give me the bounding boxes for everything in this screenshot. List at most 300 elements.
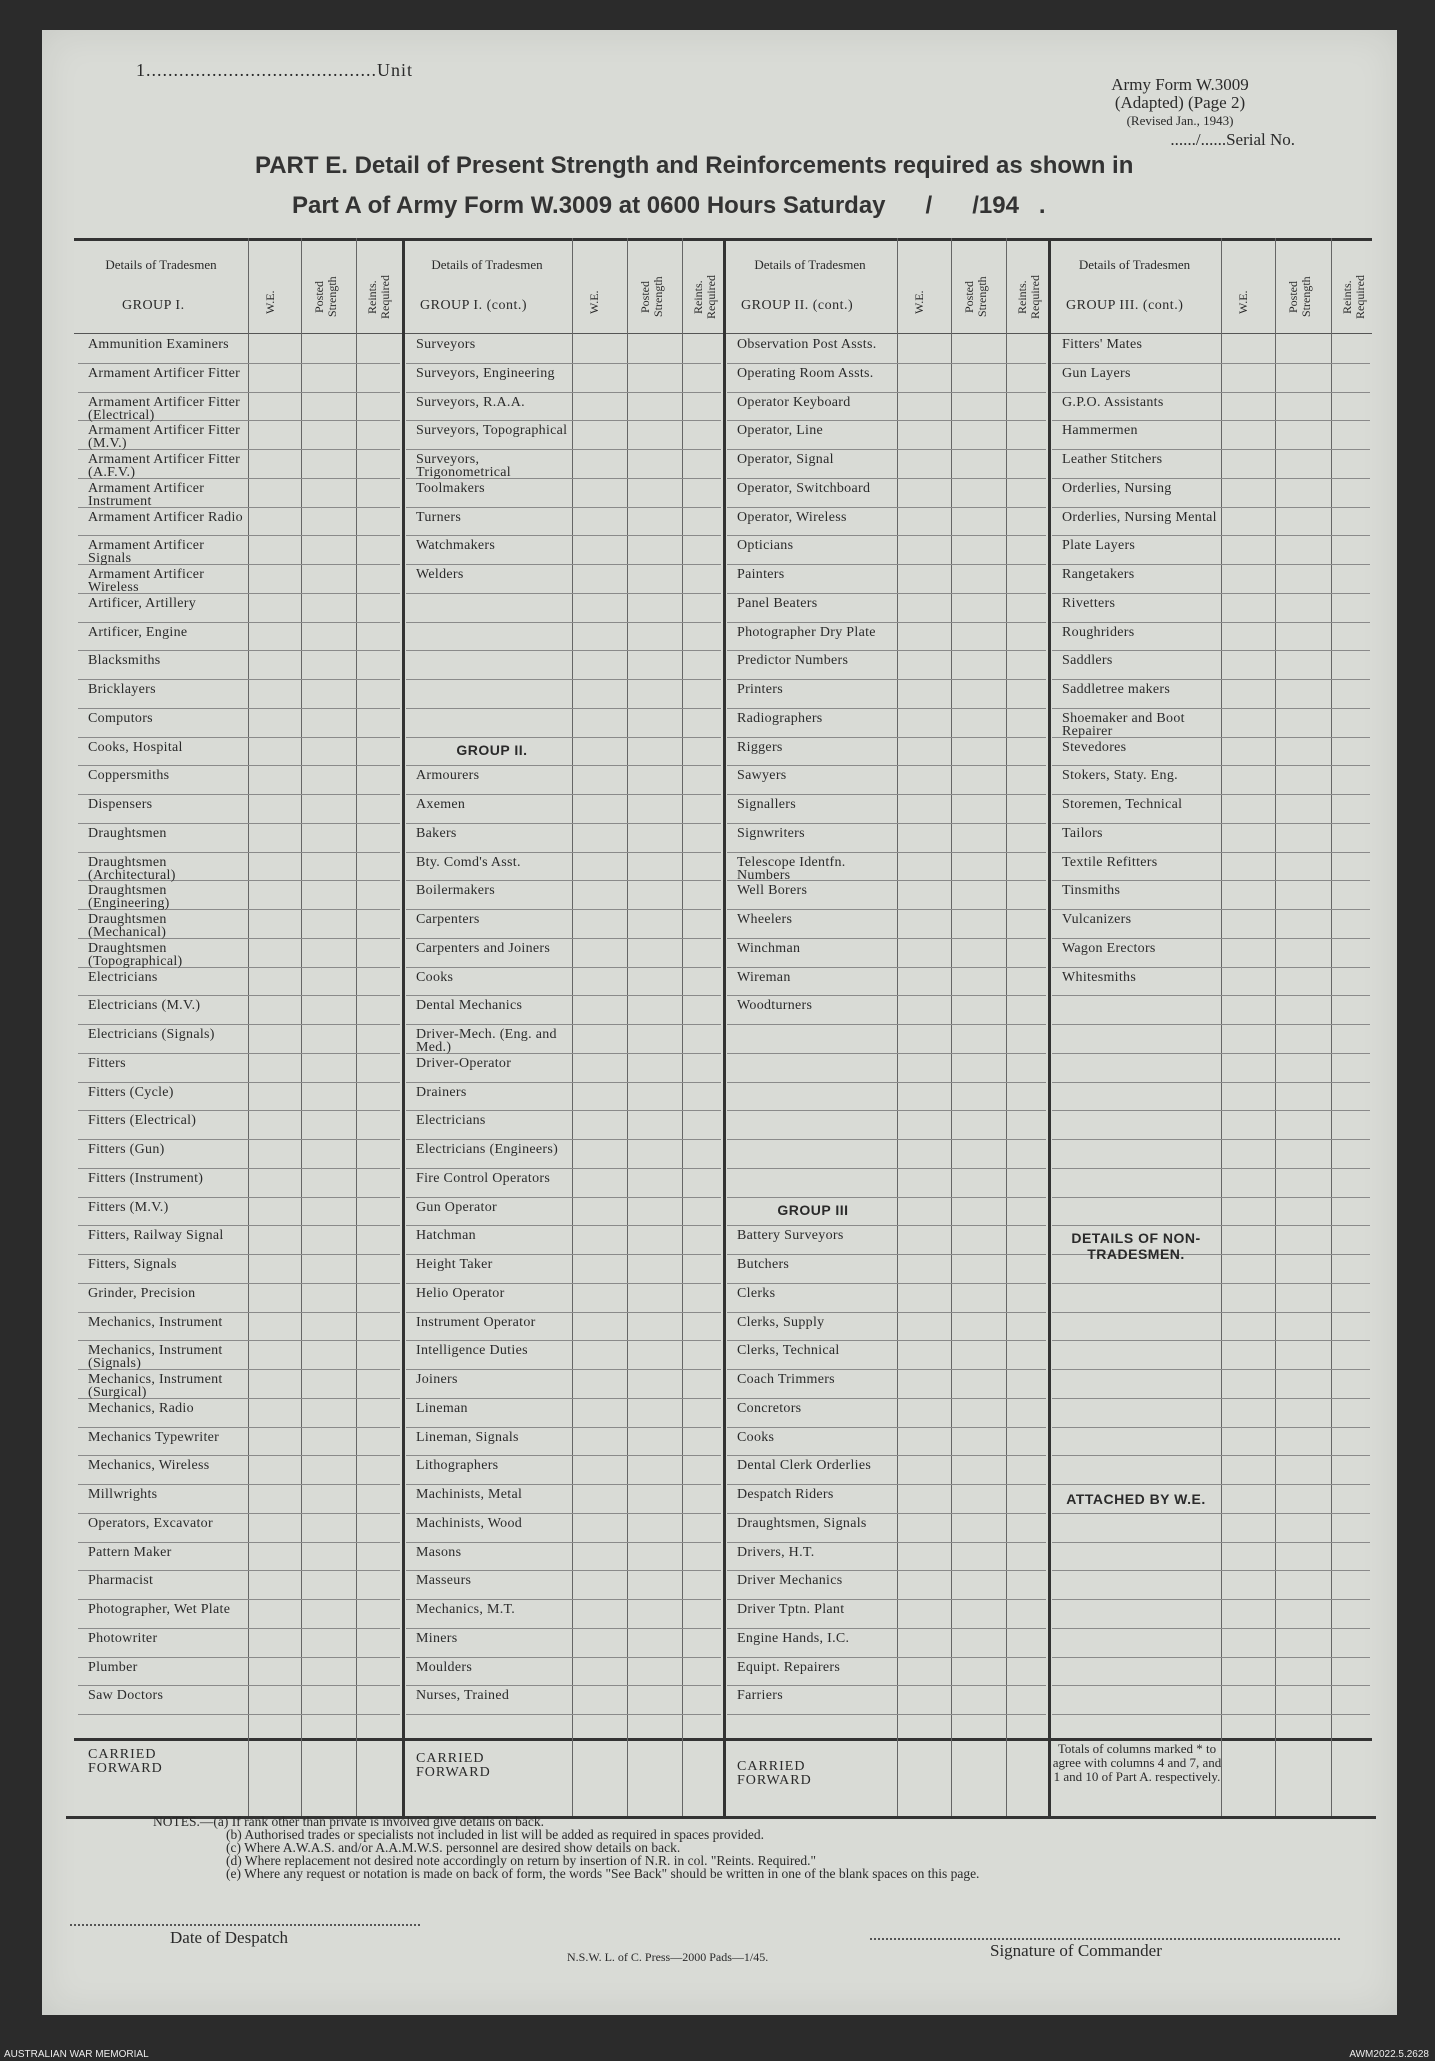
column-rule xyxy=(897,238,898,1816)
row-rule xyxy=(1052,938,1370,939)
column-rule xyxy=(627,238,628,1816)
trade-row-label: Saw Doctors xyxy=(88,1688,164,1704)
trade-row-label: Machinists, Metal xyxy=(416,1487,523,1502)
trade-row-label: Equipt. Repairers xyxy=(737,1659,841,1675)
trade-row-label: Millwrights xyxy=(88,1487,158,1502)
row-rule xyxy=(1052,420,1370,421)
we-header: W.E. xyxy=(263,290,277,314)
trade-row-label: Axemen xyxy=(416,797,466,812)
row-rule xyxy=(406,593,721,594)
row-rule xyxy=(1052,449,1370,450)
trade-row-label: Carpenters and Joiners xyxy=(416,940,551,956)
trade-row-label: Gun Layers xyxy=(1062,365,1131,381)
row-rule xyxy=(406,995,721,996)
row-rule xyxy=(406,1484,721,1485)
row-rule xyxy=(727,1484,1046,1485)
trade-row-label: Dental Clerk Orderlies xyxy=(737,1458,872,1474)
column-rule xyxy=(248,238,249,1816)
trade-row-label: Drainers xyxy=(416,1084,467,1100)
row-rule xyxy=(406,1283,721,1284)
trade-row-label: Operators, Excavator xyxy=(88,1515,213,1531)
trade-row-label: Helio Operator xyxy=(416,1285,505,1301)
row-rule xyxy=(1052,1340,1370,1341)
trade-row-label: Concretors xyxy=(737,1400,802,1416)
column-rule xyxy=(951,238,952,1816)
trade-row-label: Computors xyxy=(88,710,153,726)
row-rule xyxy=(78,363,400,364)
row-rule xyxy=(727,392,1046,393)
trade-row-label: Surveyors, R.A.A. xyxy=(416,394,525,410)
trade-row-label: Operator, Wireless xyxy=(737,509,847,525)
trade-row-label: Armament Artificer Fitter (A.F.V.) xyxy=(88,452,241,480)
row-rule xyxy=(1052,593,1370,594)
row-rule xyxy=(78,852,400,853)
row-rule xyxy=(727,1110,1046,1111)
row-rule xyxy=(78,794,400,795)
row-rule xyxy=(406,679,721,680)
row-rule xyxy=(78,995,400,996)
row-rule xyxy=(727,1714,1046,1715)
row-rule xyxy=(1052,363,1370,364)
row-rule xyxy=(406,1455,721,1456)
trade-row-label: Masseurs xyxy=(416,1573,472,1589)
row-rule xyxy=(727,593,1046,594)
archive-caption: AUSTRALIAN WAR MEMORIAL xyxy=(4,2049,149,2060)
row-rule xyxy=(406,420,721,421)
row-rule xyxy=(406,1082,721,1083)
trade-row-label: Masons xyxy=(416,1544,462,1560)
row-rule xyxy=(1052,1685,1370,1686)
trade-row-label: Miners xyxy=(416,1630,458,1646)
trade-row-label: Draughtsmen (Engineering) xyxy=(88,883,170,912)
row-rule xyxy=(1052,1542,1370,1543)
trade-row-label: Driver-Operator xyxy=(416,1055,512,1071)
group-iii-title: GROUP III xyxy=(777,1201,849,1218)
row-rule xyxy=(78,823,400,824)
column-rule xyxy=(1006,238,1007,1816)
row-rule xyxy=(78,1139,400,1140)
reints-header: Reints. Required xyxy=(365,275,392,319)
row-rule xyxy=(1052,880,1370,881)
row-rule xyxy=(1052,823,1370,824)
trade-row-label: Despatch Riders xyxy=(737,1487,834,1502)
posted-header: Posted Strength xyxy=(312,276,339,318)
trade-row-label: Signallers xyxy=(737,797,796,812)
trade-row-label: Driver-Mech. (Eng. and Med.) xyxy=(416,1027,557,1055)
trade-row-label: Fitters' Mates xyxy=(1062,337,1143,352)
form-revision: (Revised Jan., 1943) xyxy=(1126,113,1234,128)
trade-row-label: Armourers xyxy=(416,768,480,784)
trade-row-label: Operating Room Assts. xyxy=(737,365,874,381)
trade-row-label: Electricians (M.V.) xyxy=(88,998,201,1014)
row-rule xyxy=(406,1024,721,1025)
trade-row-label: Turners xyxy=(416,509,462,525)
trade-row-label: Whitesmiths xyxy=(1062,969,1137,985)
trade-row-label: Dispensers xyxy=(88,797,153,812)
row-rule xyxy=(406,1110,721,1111)
trade-row-label: Clerks, Supply xyxy=(737,1314,825,1330)
trade-row-label: Clerks, Technical xyxy=(737,1343,840,1359)
row-rule xyxy=(78,1197,400,1198)
trade-row-label: Carpenters xyxy=(416,912,480,927)
row-rule xyxy=(406,1340,721,1341)
row-rule xyxy=(406,392,721,393)
row-rule xyxy=(727,708,1046,709)
trade-row-label: Driver Tptn. Plant xyxy=(737,1602,845,1617)
row-rule xyxy=(406,1685,721,1686)
trade-row-label: Stokers, Staty. Eng. xyxy=(1062,768,1178,784)
row-rule xyxy=(727,622,1046,623)
row-rule xyxy=(78,1312,400,1313)
row-rule xyxy=(1052,1139,1370,1140)
row-rule xyxy=(406,363,721,364)
form-adapted: (Adapted) (Page 2) xyxy=(1114,93,1246,112)
trade-row-label: Fitters, Railway Signal xyxy=(88,1228,224,1244)
trade-row-label: Operator, Line xyxy=(737,423,824,439)
row-rule xyxy=(406,852,721,853)
row-rule xyxy=(727,967,1046,968)
totals-note: Totals of columns marked * to agree with columns 4 and 7, and 1 and 10 of Part A. respectively. xyxy=(1052,1741,1222,1784)
row-rule xyxy=(727,995,1046,996)
trade-row-label: Tailors xyxy=(1062,825,1103,841)
trade-row-label: Grinder, Precision xyxy=(88,1285,196,1301)
trade-row-label: Rangetakers xyxy=(1062,567,1135,582)
column-rule xyxy=(301,238,302,1816)
row-rule xyxy=(727,1369,1046,1370)
row-rule xyxy=(727,507,1046,508)
trade-row-label: Height Taker xyxy=(416,1257,493,1272)
details-header: Details of Tradesmen xyxy=(754,257,866,272)
notes xyxy=(153,1815,979,1880)
row-rule xyxy=(78,1685,400,1686)
row-rule xyxy=(406,1542,721,1543)
row-rule xyxy=(78,1570,400,1571)
row-rule xyxy=(406,1369,721,1370)
trade-row-label: Engine Hands, I.C. xyxy=(737,1630,850,1646)
note-e: (e) Where any request or notation is made on back of form, the words "See Back" should be written in one of the blank spaces on this page. xyxy=(226,1866,980,1881)
trade-row-label: Textile Refitters xyxy=(1062,854,1158,870)
we-header: W.E. xyxy=(1236,290,1250,314)
trade-row-label: Electricians (Engineers) xyxy=(416,1142,559,1157)
we-header: W.E. xyxy=(587,290,601,314)
carried-forward-label: CARRIED FORWARD xyxy=(416,1751,491,1780)
trade-row-label: Battery Surveyors xyxy=(737,1228,844,1244)
trade-row-label: Predictor Numbers xyxy=(737,653,849,669)
row-rule xyxy=(727,1254,1046,1255)
trade-row-label: Boilermakers xyxy=(416,883,496,899)
trade-row-label: Surveyors, Trigonometrical xyxy=(416,452,511,480)
row-rule xyxy=(727,1628,1046,1629)
despatch-label: Date of Despatch xyxy=(170,1928,289,1947)
row-rule xyxy=(1052,1168,1370,1169)
row-rule xyxy=(727,679,1046,680)
row-rule xyxy=(78,1168,400,1169)
row-rule xyxy=(1052,852,1370,853)
trade-row-label: Machinists, Wood xyxy=(416,1515,523,1531)
trade-row-label: Orderlies, Nursing Mental xyxy=(1062,509,1217,525)
signature-line[interactable] xyxy=(870,1938,1340,1940)
trade-row-label: Orderlies, Nursing xyxy=(1062,480,1172,496)
trade-row-label: Draughtsmen (Topographical) xyxy=(88,940,183,969)
row-rule xyxy=(78,1628,400,1629)
row-rule xyxy=(78,1427,400,1428)
row-rule xyxy=(1052,650,1370,651)
trade-row-label: Radiographers xyxy=(737,710,823,726)
trade-row-label: Leather Stitchers xyxy=(1062,452,1163,467)
title-line-2 xyxy=(292,192,1046,220)
group-header: GROUP I. (cont.) xyxy=(420,298,528,313)
row-rule xyxy=(78,1024,400,1025)
row-rule xyxy=(406,909,721,910)
row-rule xyxy=(1052,1225,1370,1226)
trade-row-label: Rivetters xyxy=(1062,595,1116,611)
press-imprint: N.S.W. L. of C. Press—2000 Pads—1/45. xyxy=(567,1950,769,1964)
trade-row-label: Instrument Operator xyxy=(416,1314,536,1330)
row-rule xyxy=(406,1139,721,1140)
row-rule xyxy=(1052,909,1370,910)
trade-row-label: Lineman xyxy=(416,1400,468,1416)
row-rule xyxy=(727,1599,1046,1600)
row-rule xyxy=(1052,765,1370,766)
trade-row-label: Armament Artificer Fitter (M.V.) xyxy=(88,423,241,452)
archive-reference: AWM2022.5.2628 xyxy=(1349,2049,1429,2060)
row-rule xyxy=(727,535,1046,536)
row-rule xyxy=(1052,679,1370,680)
note-a: (a) If rank other than private is involved give details on back. xyxy=(213,1814,545,1829)
row-rule xyxy=(406,938,721,939)
reints-header: Reints. Required xyxy=(1340,275,1367,319)
trade-row-label: Intelligence Duties xyxy=(416,1343,528,1359)
despatch-date-line[interactable] xyxy=(70,1924,420,1926)
trade-row-label: Cooks, Hospital xyxy=(88,739,183,755)
row-rule xyxy=(1052,622,1370,623)
row-rule xyxy=(406,737,721,738)
note-b: (b) Authorised trades or specialists not included in list will be added as required in spaces provided. xyxy=(226,1827,764,1842)
trade-row-label: Electricians xyxy=(88,969,158,985)
row-rule xyxy=(727,1427,1046,1428)
row-rule xyxy=(727,1082,1046,1083)
row-rule xyxy=(1052,1110,1370,1111)
signature-label: Signature of Commander xyxy=(990,1941,1162,1960)
row-rule xyxy=(727,737,1046,738)
row-rule xyxy=(727,1398,1046,1399)
row-rule xyxy=(78,1513,400,1514)
trade-row-label: Surveyors, Engineering xyxy=(416,365,555,381)
trade-row-label: Draughtsmen (Architectural) xyxy=(88,854,176,883)
row-rule xyxy=(727,909,1046,910)
row-rule xyxy=(1052,478,1370,479)
row-rule xyxy=(406,1312,721,1313)
trade-row-label: Lineman, Signals xyxy=(416,1429,519,1445)
row-rule xyxy=(727,449,1046,450)
trade-row-label: Fitters (M.V.) xyxy=(88,1199,169,1215)
row-rule xyxy=(1052,1283,1370,1284)
row-rule xyxy=(78,737,400,738)
row-rule xyxy=(727,564,1046,565)
row-rule xyxy=(1052,708,1370,709)
trade-row-label: Riggers xyxy=(737,739,783,755)
row-rule xyxy=(406,708,721,709)
trade-row-label: Cooks xyxy=(416,969,454,985)
row-rule xyxy=(1052,1484,1370,1485)
block-divider xyxy=(723,238,726,1816)
trade-row-label: Saddlers xyxy=(1062,653,1113,669)
title-text: Part A of Army Form W.3009 at 0600 Hours Saturday xyxy=(292,192,886,219)
trade-row-label: Clerks xyxy=(737,1285,776,1301)
trade-row-label: Storemen, Technical xyxy=(1062,797,1183,812)
trade-row-label: Coppersmiths xyxy=(88,768,170,784)
row-rule xyxy=(1052,535,1370,536)
trade-row-label: Panel Beaters xyxy=(737,595,818,611)
note-c: (c) Where A.W.A.S. and/or A.A.M.W.S. personnel are desired show details on back. xyxy=(226,1840,681,1855)
row-rule xyxy=(78,679,400,680)
unit-label: Unit xyxy=(377,60,414,80)
attached-title: ATTACHED BY W.E. xyxy=(1066,1491,1206,1507)
trade-row-label: Mechanics, Instrument xyxy=(88,1314,223,1330)
row-rule xyxy=(406,1225,721,1226)
trade-row-label: Electricians xyxy=(416,1113,486,1129)
row-rule xyxy=(1052,1513,1370,1514)
row-rule xyxy=(1052,392,1370,393)
row-rule xyxy=(1052,794,1370,795)
row-rule xyxy=(406,880,721,881)
trade-row-label: Fitters (Gun) xyxy=(88,1142,165,1157)
column-rule xyxy=(1331,238,1332,1816)
row-rule xyxy=(406,823,721,824)
trade-row-label: Photographer, Wet Plate xyxy=(88,1602,231,1617)
row-rule xyxy=(78,1484,400,1485)
trade-row-label: Opticians xyxy=(737,538,794,554)
row-rule xyxy=(406,622,721,623)
trade-row-label: Well Borers xyxy=(737,883,808,899)
trade-row-label: Signwriters xyxy=(737,825,805,841)
row-rule xyxy=(406,1714,721,1715)
trade-row-label: Vulcanizers xyxy=(1062,912,1132,927)
trade-row-label: Joiners xyxy=(416,1372,458,1387)
row-rule xyxy=(78,765,400,766)
row-rule xyxy=(727,1657,1046,1658)
trade-row-label: Observation Post Assts. xyxy=(737,337,877,352)
row-rule xyxy=(727,1685,1046,1686)
trade-row-label: Armament Artificer Radio xyxy=(88,509,243,525)
row-rule xyxy=(78,1542,400,1543)
trade-row-label: Moulders xyxy=(416,1659,473,1675)
row-rule xyxy=(1052,1082,1370,1083)
posted-header: Posted Strength xyxy=(962,276,989,318)
row-rule xyxy=(727,420,1046,421)
row-rule xyxy=(78,650,400,651)
notes-label: NOTES.— xyxy=(153,1814,214,1829)
row-rule xyxy=(78,1340,400,1341)
row-rule xyxy=(727,794,1046,795)
row-rule xyxy=(1052,564,1370,565)
row-rule xyxy=(1052,1024,1370,1025)
column-rule xyxy=(572,238,573,1816)
title-end: . xyxy=(1038,192,1046,219)
trade-row-label: Draughtsmen (Mechanical) xyxy=(88,912,167,940)
row-rule xyxy=(406,1254,721,1255)
row-rule xyxy=(727,478,1046,479)
trade-row-label: Armament Artificer Fitter xyxy=(88,365,241,381)
row-rule xyxy=(727,1139,1046,1140)
row-rule xyxy=(727,852,1046,853)
trade-row-label: Mechanics, Instrument (Surgical) xyxy=(88,1372,223,1400)
row-rule xyxy=(78,1110,400,1111)
row-rule xyxy=(406,1657,721,1658)
trade-row-label: Welders xyxy=(416,567,464,582)
trade-row-label: Tinsmiths xyxy=(1062,883,1121,899)
trade-row-label: Gun Operator xyxy=(416,1199,497,1215)
trade-row-label: Armament Artificer Instrument xyxy=(88,480,205,509)
row-rule xyxy=(727,1024,1046,1025)
row-rule xyxy=(78,1053,400,1054)
trade-row-label: Photographer Dry Plate xyxy=(737,624,876,640)
trade-row-label: Winchman xyxy=(737,940,801,956)
trade-row-label: Wireman xyxy=(737,969,791,985)
row-rule xyxy=(78,1599,400,1600)
note-d: (d) Where replacement not desired note accordingly on return by insertion of N.R. in col. "Reints. Required." xyxy=(226,1853,816,1868)
row-rule xyxy=(727,650,1046,651)
trade-row-label: Woodturners xyxy=(737,998,813,1014)
non-tradesmen-title: DETAILS OF NON-TRADESMEN. xyxy=(1071,1230,1201,1263)
unit-line: 1..........................................Unit xyxy=(136,60,414,80)
row-rule xyxy=(1052,1053,1370,1054)
trade-row-label: Bakers xyxy=(416,825,457,841)
row-rule xyxy=(406,535,721,536)
trade-row-label: Fire Control Operators xyxy=(416,1170,551,1186)
row-rule xyxy=(727,823,1046,824)
row-rule xyxy=(1052,1628,1370,1629)
we-header: W.E. xyxy=(912,290,926,314)
row-rule xyxy=(1052,1714,1370,1715)
details-header: Details of Tradesmen xyxy=(431,257,543,272)
row-rule xyxy=(1052,1197,1370,1198)
trade-row-label: G.P.O. Assistants xyxy=(1062,394,1164,410)
row-rule xyxy=(406,1599,721,1600)
row-rule xyxy=(1052,1369,1370,1370)
row-rule xyxy=(406,765,721,766)
row-rule xyxy=(406,507,721,508)
row-rule xyxy=(406,449,721,450)
trade-row-label: Cooks xyxy=(737,1429,775,1445)
column-rule xyxy=(1221,238,1222,1816)
block-divider xyxy=(402,238,405,1816)
reints-header: Reints. Required xyxy=(691,275,718,319)
row-rule xyxy=(727,363,1046,364)
trade-row-label: Armament Artificer Fitter (Electrical) xyxy=(88,394,241,423)
trade-row-label: Lithographers xyxy=(416,1458,499,1474)
trade-row-label: Nurses, Trained xyxy=(416,1688,510,1704)
row-rule xyxy=(78,535,400,536)
trade-row-label: Pattern Maker xyxy=(88,1544,172,1560)
row-rule xyxy=(1052,1312,1370,1313)
trade-row-label: Sawyers xyxy=(737,768,787,784)
block-divider xyxy=(1048,238,1051,1816)
details-header: Details of Tradesmen xyxy=(105,257,217,272)
group-header: GROUP II. (cont.) xyxy=(741,298,854,313)
row-rule xyxy=(78,1455,400,1456)
carried-forward-label: CARRIED FORWARD xyxy=(88,1747,163,1776)
row-rule xyxy=(406,967,721,968)
trade-row-label: Armament Artificer Signals xyxy=(88,538,205,567)
row-rule xyxy=(727,1225,1046,1226)
trade-row-label: Artificer, Engine xyxy=(88,624,188,640)
posted-header: Posted Strength xyxy=(638,276,665,318)
row-rule xyxy=(78,392,400,393)
row-rule xyxy=(727,1283,1046,1284)
trade-row-label: Draughtsmen xyxy=(88,825,167,841)
trade-row-label: Fitters (Instrument) xyxy=(88,1170,204,1186)
